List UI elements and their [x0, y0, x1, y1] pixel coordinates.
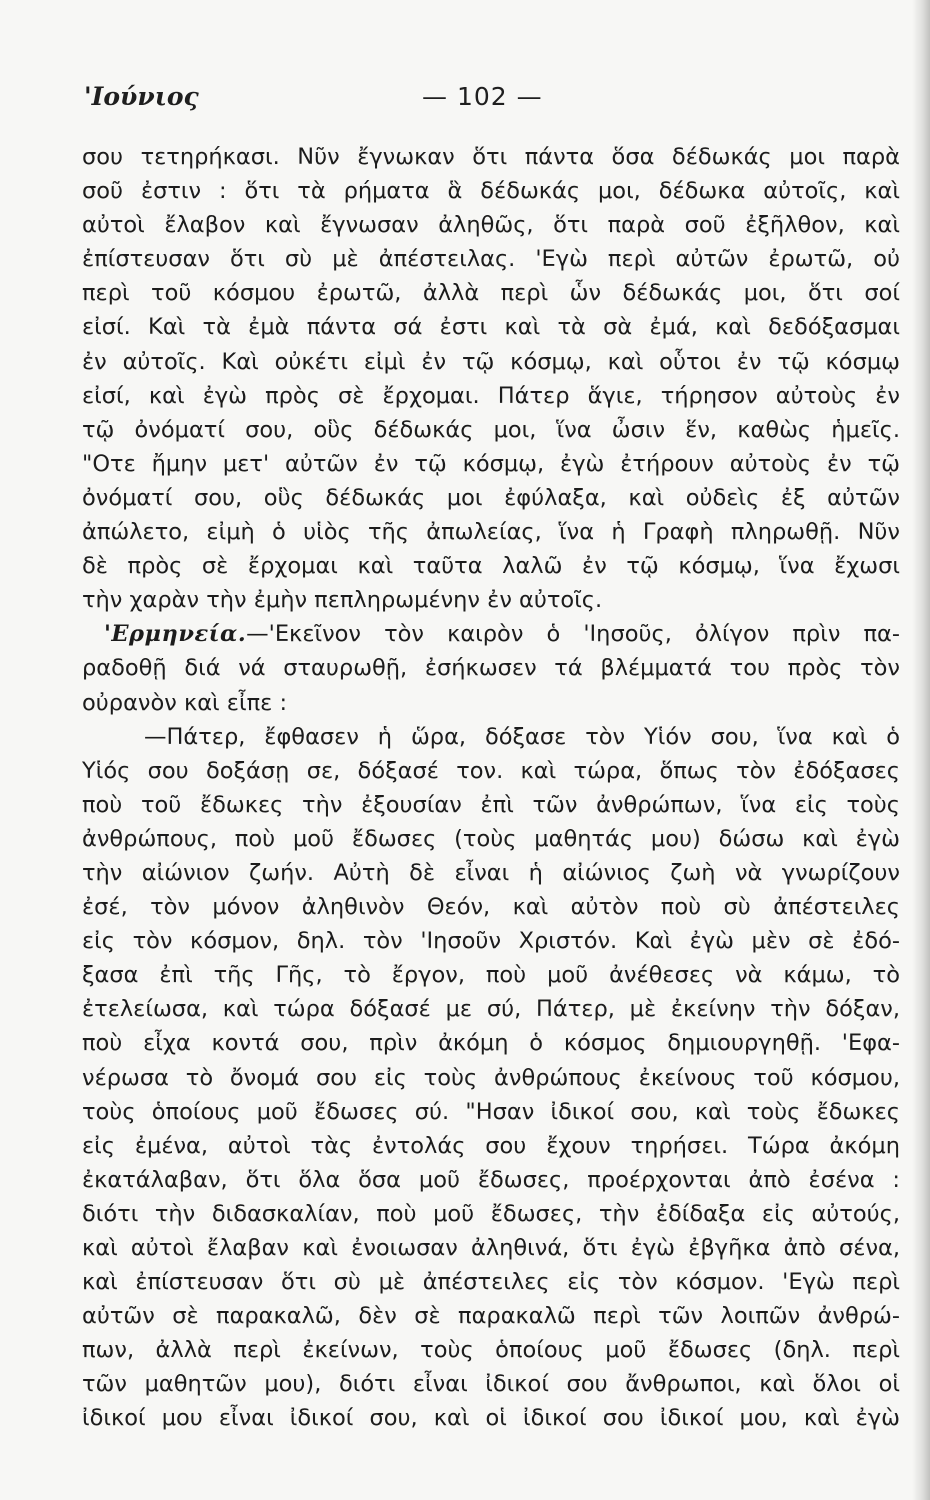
- text-line: οὐρανὸν καὶ εἶπε :: [82, 689, 288, 716]
- text-line: πων, ἀλλὰ περὶ ἐκείνων, τοὺς ὁποίους μοῦ ἔδωσες (δηλ. περὶ: [82, 1337, 900, 1364]
- prayer-paragraph: [82, 720, 900, 1436]
- page-header: [84, 82, 884, 122]
- page-edge-shadow: [912, 0, 930, 1500]
- text-line: εἰς τὸν κόσμον, δηλ. τὸν 'Ιησοῦν Χριστόν. Καὶ ἐγὼ μὲν σὲ ἐδό-: [82, 928, 900, 955]
- text-line: ἐσέ, τὸν μόνον ἀληθινὸν Θεόν, καὶ αὐτὸν ποὺ σὺ ἀπέστειλες: [82, 894, 900, 921]
- text-line: αὐτοὶ ἔλαβον καὶ ἔγνωσαν ἀληθῶς, ὅτι παρὰ σοῦ ἐξῆλθον, καὶ: [82, 212, 900, 239]
- text-line: —'Εκεῖνον τὸν καιρὸν ὁ 'Ιησοῦς, ὀλίγον πρὶν πα-: [246, 621, 900, 648]
- interpretation-first-line: [82, 617, 900, 651]
- text-line: τῶν μαθητῶν μου), διότι εἶναι ἰδικοί σου ἄνθρωποι, καὶ ὅλοι οἱ: [82, 1371, 900, 1398]
- text-line: ἐκατάλαβαν, ὅτι ὅλα ὅσα μοῦ ἔδωσες, προέρχονται ἀπὸ ἐσένα :: [82, 1166, 900, 1193]
- text-line: καὶ αὐτοὶ ἔλαβαν καὶ ἐνοιωσαν ἀληθινά, ὅτι ἐγὼ ἐβγῆκα ἀπὸ σένα,: [82, 1235, 900, 1261]
- text-line: διότι τὴν διδασκαλίαν, ποὺ μοῦ ἔδωσες, τὴν ἐδίδαξα εἰς αὐτούς,: [82, 1200, 900, 1227]
- running-title: 'Ιούνιος: [84, 82, 199, 111]
- text-line: ἐν αὐτοῖς. Καὶ οὐκέτι εἰμὶ ἐν τῷ κόσμῳ, καὶ οὗτοι ἐν τῷ κόσμῳ: [82, 348, 900, 375]
- text-line: εἰσί, καὶ ἐγὼ πρὸς σὲ ἔρχομαι. Πάτερ ἅγιε, τήρησον αὐτοὺς ἐν: [82, 382, 900, 409]
- text-line: περὶ τοῦ κόσμου ἐρωτῶ, ἀλλὰ περὶ ὧν δέδωκάς μοι, ὅτι σοί: [82, 280, 900, 307]
- text-line: ἰδικοί μου εἶναι ἰδικοί σου, καὶ οἱ ἰδικοί σου ἰδικοί μου, καὶ ἐγὼ: [82, 1405, 900, 1432]
- text-line: "Οτε ἤμην μετ' αὐτῶν ἐν τῷ κόσμῳ, ἐγὼ ἐτήρουν αὐτοὺς ἐν τῷ: [82, 450, 900, 477]
- text-line: ὀνόματί σου, οὓς δέδωκάς μοι ἐφύλαξα, καὶ οὐδεὶς ἐξ αὐτῶν: [82, 484, 900, 511]
- text-line: ἀνθρώπους, ποὺ μοῦ ἔδωσες (τοὺς μαθητάς μου) δώσω καὶ ἐγὼ: [82, 825, 900, 852]
- text-line: ἐπίστευσαν ὅτι σὺ μὲ ἀπέστειλας. 'Εγὼ περὶ αὐτῶν ἐρωτῶ, οὐ: [82, 246, 900, 273]
- text-line: ποὺ εἶχα κοντά σου, πρὶν ἀκόμη ὁ κόσμος δημιουργηθῇ. 'Εφα-: [82, 1030, 900, 1057]
- text-line: τοὺς ὁποίους μοῦ ἔδωσες σύ. "Ησαν ἰδικοί σου, καὶ τοὺς ἔδωκες: [82, 1098, 900, 1125]
- text-line: νέρωσα τὸ ὄνομά σου εἰς τοὺς ἀνθρώπους ἐκείνους τοῦ κόσμου,: [82, 1064, 900, 1091]
- text-line: ποὺ τοῦ ἔδωκες τὴν ἐξουσίαν ἐπὶ τῶν ἀνθρώπων, ἵνα εἰς τοὺς: [82, 791, 900, 818]
- text-line: σου τετηρήκασι. Νῦν ἔγνωκαν ὅτι πάντα ὅσα δέδωκάς μοι παρὰ: [82, 144, 900, 170]
- text-line: αὐτῶν σὲ παρακαλῶ, δὲν σὲ παρακαλῶ περὶ τῶν λοιπῶν ἀνθρώ-: [82, 1303, 900, 1330]
- text-line: τὴν αἰώνιον ζωήν. Αὐτὴ δὲ εἶναι ἡ αἰώνιος ζωὴ νὰ γνωρίζουν: [82, 859, 900, 886]
- text-line: Υἱός σου δοξάσῃ σε, δόξασέ τον. καὶ τώρα, ὅπως τὸν ἐδόξασες: [82, 757, 900, 784]
- text-line: τὴν χαρὰν τὴν ἐμὴν πεπληρωμένην ἐν αὐτοῖς.: [82, 587, 603, 614]
- text-line: σοῦ ἐστιν : ὅτι τὰ ρήματα ἃ δέδωκάς μοι, δέδωκα αὐτοῖς, καὶ: [82, 178, 900, 205]
- text-line: καὶ ἐπίστευσαν ὅτι σὺ μὲ ἀπέστειλες εἰς τὸν κόσμον. 'Εγὼ περὶ: [82, 1269, 900, 1296]
- page-body: [82, 140, 900, 1436]
- scripture-paragraph: [82, 140, 900, 617]
- interpretation-paragraph: [82, 617, 900, 719]
- page-number: — 102 —: [422, 82, 543, 111]
- text-line: ἐτελείωσα, καὶ τώρα δόξασέ με σύ, Πάτερ, μὲ ἐκείνην τὴν δόξαν,: [82, 996, 900, 1023]
- text-line: ξασα ἐπὶ τῆς Γῆς, τὸ ἔργον, ποὺ μοῦ ἀνέθεσες νὰ κάμω, τὸ: [82, 962, 900, 989]
- section-heading: 'Ερμηνεία.: [104, 621, 247, 648]
- text-line: ραδοθῇ διά νά σταυρωθῇ, ἐσήκωσεν τά βλέμματά του πρὸς τὸν: [82, 655, 900, 682]
- text-line: εἰσί. Καὶ τὰ ἐμὰ πάντα σά ἐστι καὶ τὰ σὰ ἐμά, καὶ δεδόξασμαι: [82, 314, 900, 341]
- text-line: ἀπώλετο, εἰμὴ ὁ υἱὸς τῆς ἀπωλείας, ἵνα ἡ Γραφὴ πληρωθῇ. Νῦν: [82, 519, 900, 546]
- text-line: τῷ ὀνόματί σου, οὓς δέδωκάς μοι, ἵνα ὦσιν ἕν, καθὼς ἡμεῖς.: [82, 416, 900, 443]
- text-line: εἰς ἐμένα, αὐτοὶ τὰς ἐντολάς σου ἔχουν τηρήσει. Τώρα ἀκόμη: [82, 1132, 900, 1159]
- text-line: —Πάτερ, ἔφθασεν ἡ ὥρα, δόξασε τὸν Υἱόν σου, ἵνα καὶ ὁ: [144, 723, 900, 750]
- text-line: δὲ πρὸς σὲ ἔρχομαι καὶ ταῦτα λαλῶ ἐν τῷ κόσμῳ, ἵνα ἔχωσι: [82, 553, 900, 580]
